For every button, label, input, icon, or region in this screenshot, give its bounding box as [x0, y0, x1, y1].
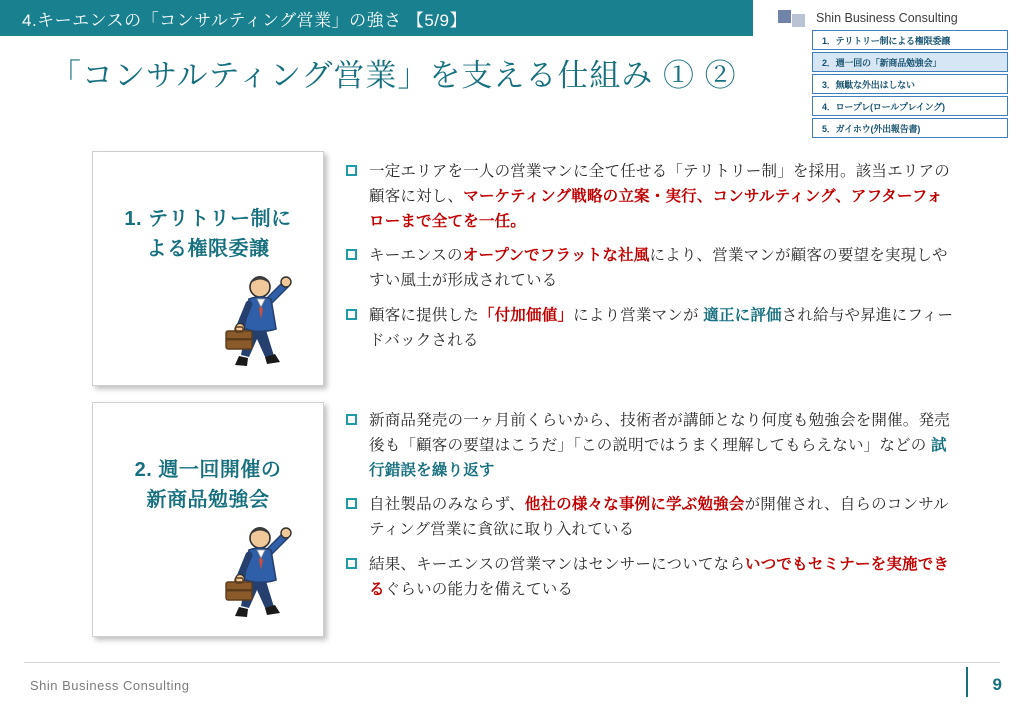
- card-title: [93, 204, 323, 264]
- card-title-line2: 新商品勉強会: [146, 489, 270, 511]
- businessman-walking-icon: [213, 274, 309, 378]
- page-number-rule: [966, 667, 968, 697]
- bullet-item: [346, 243, 958, 293]
- page-number: 9: [992, 675, 1002, 694]
- nav-item-label: 5．ガイホウ(外出報告書): [822, 123, 921, 134]
- footer-divider: [24, 662, 1000, 663]
- bullet-item: [346, 159, 958, 234]
- bullet-item: [346, 492, 958, 542]
- card-title: [93, 455, 323, 515]
- nav-item-4[interactable]: [812, 96, 1008, 116]
- businessman-walking-icon: [213, 525, 309, 629]
- bullet-text: 一定エリアを一人の営業マンに全て任せる「テリトリー制」を採用。該当エリアの顧客に対し、マーケティング戦略の立案・実行、コンサルティング、アフターフォローまで全てを一任。: [369, 163, 950, 231]
- card-title-line1: 2. 週一回開催の: [134, 459, 282, 481]
- chapter-nav: [812, 30, 1008, 140]
- nav-item-3[interactable]: [812, 74, 1008, 94]
- footer-brand: Shin Business Consulting: [30, 678, 190, 693]
- bullet-text: 新商品発売の一ヶ月前くらいから、技術者が講師となり何度も勉強会を開催。発売後も「顧客の要望はこうだ」「この説明ではうまく理解してもらえない」などの 試行錯誤を繰り返す: [369, 412, 950, 480]
- card-title-line1: 1. テリトリー制に: [124, 208, 292, 230]
- brand-name: Shin Business Consulting: [816, 11, 958, 25]
- bullet-square-icon: [346, 414, 357, 425]
- logo-icon: [778, 10, 808, 26]
- bullet-text: キーエンスのオープンでフラットな社風により、営業マンが顧客の要望を実現しやすい風土が形成されている: [369, 247, 948, 290]
- bullet-text: 結果、キーエンスの営業マンはセンサーについてならいつでもセミナーを実施できるぐらいの能力を備えている: [369, 555, 950, 598]
- bullet-square-icon: [346, 498, 357, 509]
- nav-item-1[interactable]: [812, 30, 1008, 50]
- bullet-square-icon: [346, 249, 357, 260]
- nav-item-5[interactable]: [812, 118, 1008, 138]
- bullet-text: 顧客に提供した「付加価値」により営業マンが 適正に評価され給与や昇進にフィードバックされる: [369, 306, 954, 349]
- nav-item-label: 2．週一回の「新商品勉強会」: [822, 57, 942, 68]
- nav-item-label: 1．テリトリー制による権限委譲: [822, 35, 951, 46]
- page-title: 「コンサルティング営業」を支える仕組み ① ②: [50, 58, 737, 93]
- bullet-item: [346, 303, 958, 353]
- bullet-text: 自社製品のみならず、他社の様々な事例に学ぶ勉強会が開催され、自らのコンサルティング営業に貪欲に取り入れている: [369, 496, 949, 539]
- card-study-session: [92, 402, 324, 637]
- section-title: 4.キーエンスの「コンサルティング営業」の強さ 【5/9】: [22, 10, 467, 30]
- bullet-group-2: [346, 408, 958, 611]
- bullet-group-1: [346, 159, 958, 362]
- card-territory: [92, 151, 324, 386]
- bullet-item: [346, 552, 958, 602]
- card-title-line2: よる権限委譲: [146, 238, 270, 260]
- bullet-square-icon: [346, 165, 357, 176]
- nav-item-2[interactable]: [812, 52, 1008, 72]
- bullet-item: [346, 408, 958, 483]
- bullet-square-icon: [346, 558, 357, 569]
- nav-item-label: 4．ロープレ(ロールプレイング): [822, 101, 945, 112]
- header-bar: [0, 0, 753, 36]
- nav-item-label: 3．無駄な外出はしない: [822, 79, 915, 90]
- bullet-square-icon: [346, 309, 357, 320]
